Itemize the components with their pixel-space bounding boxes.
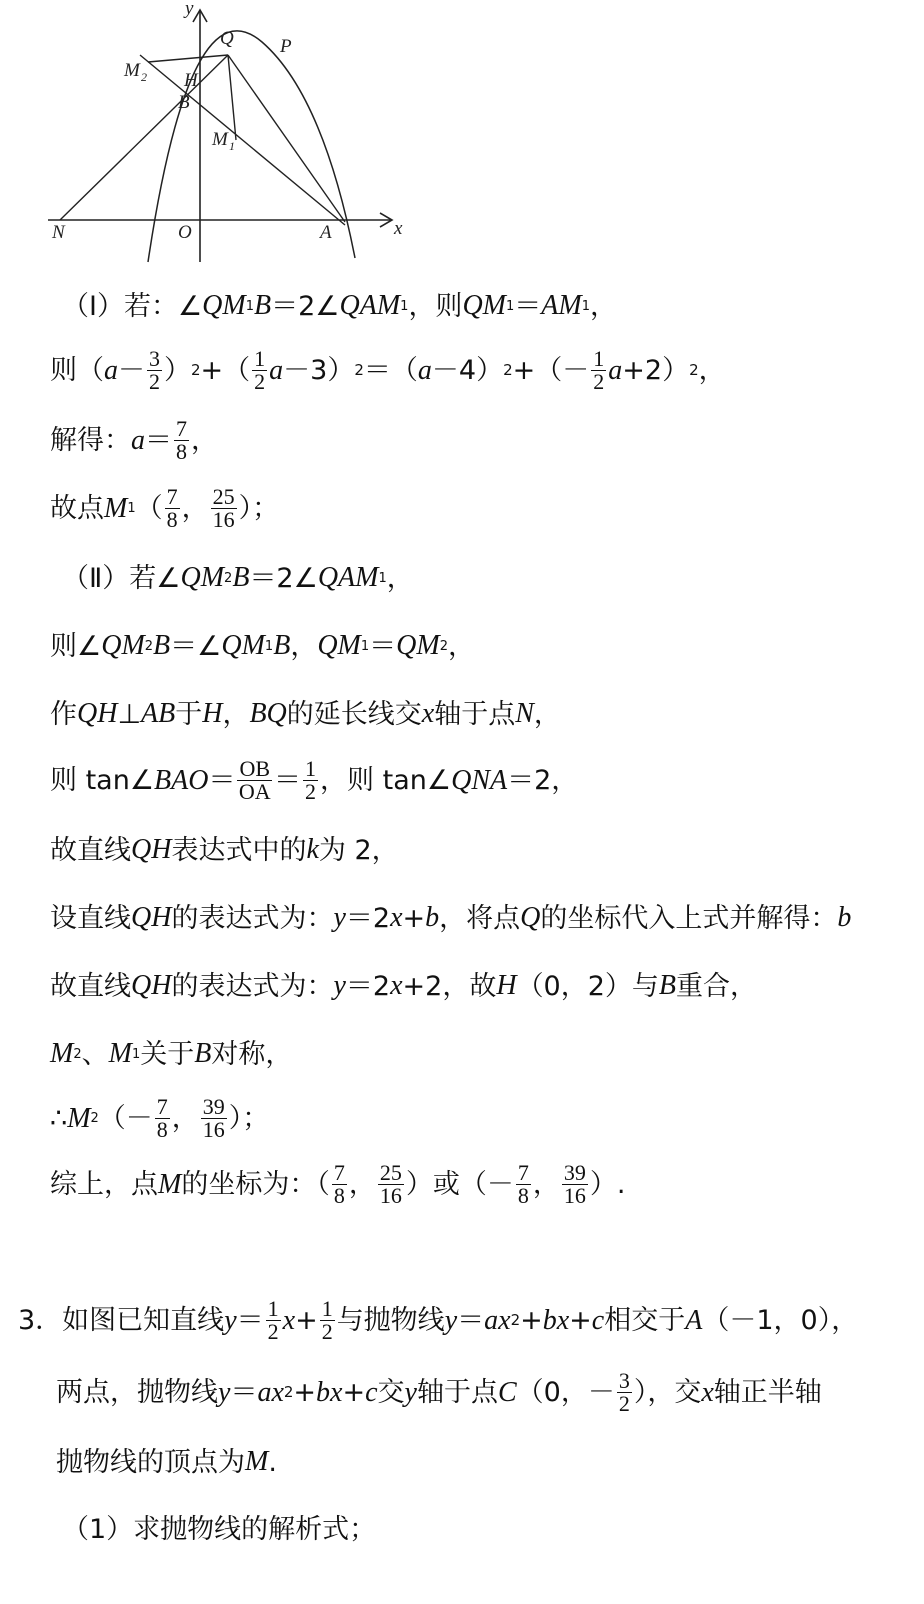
- label-y: y: [185, 0, 194, 19]
- label-O: O: [178, 222, 192, 243]
- geometry-figure: [40, 0, 410, 270]
- line-14: 综上，点 M 的坐标为：（ $\frac{7}{8}$ ， $\frac{25}{16}$ ）或（－ $\frac{7}{8}$ ， $\frac{39}{16}$ ）.: [50, 1160, 626, 1209]
- line-10: 设直线 QH 的表达式为： y ＝2 x + b ，将点 Q 的坐标代入上式并解得： b: [50, 902, 852, 934]
- fraction: $\frac{OB}{OA}$: [238, 756, 271, 805]
- label-M1: M: [212, 129, 228, 150]
- fraction: $\frac{7}{8}$: [166, 484, 178, 533]
- line-9: 故直线 QH 表达式中的 k 为 2，: [50, 834, 399, 866]
- label-Q: Q: [220, 28, 234, 49]
- line-3: 解得： a ＝ $\frac{7}{8}$ ，: [50, 416, 218, 465]
- line-2: 则（ a － $\frac{3}{2}$ ） 2 +（ $\frac{1}{2}$ a －3） 2 ＝（ a －4） 2 +（－ $\frac{1}{2}$ a +2） 2 ，: [50, 346, 726, 395]
- fraction: $\frac{3}{2}$: [149, 346, 160, 395]
- fraction: $\frac{7}{8}$: [176, 416, 187, 465]
- fraction: $\frac{7}{8}$: [517, 1160, 529, 1209]
- fraction: $\frac{39}{16}$: [563, 1160, 586, 1209]
- label-H: H: [184, 70, 198, 91]
- label-P: P: [280, 36, 292, 57]
- line-8: 则 tan∠ BAO ＝ $\frac{OB}{OA}$ ＝ $\frac{1}{2}$ ，则 tan∠ QNA ＝2，: [50, 756, 579, 805]
- label-N: N: [52, 222, 65, 243]
- label-B: B: [178, 92, 190, 113]
- line-16: 两点，抛物线 y ＝ ax 2 + bx + c 交 y 轴于点 C （0，－ $\frac{3}{2}$ ），交 x 轴正半轴: [56, 1368, 822, 1417]
- fraction: $\frac{1}{2}$: [267, 1296, 279, 1345]
- line-7: 作 QH ⊥ AB 于 H ， BQ 的延长线交 x 轴于点 N ，: [50, 698, 561, 730]
- label-M2: M: [124, 60, 140, 81]
- line-13: ∴ M 2 （－ $\frac{7}{8}$ ， $\frac{39}{16}$ ）；: [50, 1094, 270, 1143]
- fraction: $\frac{25}{16}$: [379, 1160, 402, 1209]
- fraction: $\frac{1}{2}$: [321, 1296, 333, 1345]
- fraction: $\frac{7}{8}$: [333, 1160, 345, 1209]
- label-A: A: [320, 222, 332, 243]
- line-4: 故点 M 1 （ $\frac{7}{8}$ ， $\frac{25}{16}$ ）；: [50, 484, 280, 533]
- label-x: x: [394, 218, 403, 239]
- label-M1-sub: 1: [229, 139, 235, 153]
- line-11: 故直线 QH 的表达式为： y ＝2 x +2，故 H （0，2）与 B 重合，: [50, 970, 758, 1002]
- fraction: $\frac{1}{2}$: [305, 756, 317, 805]
- line-15: 3．如图已知直线 y ＝ $\frac{1}{2}$ x + $\frac{1}{2}$ 与抛物线 y ＝ ax 2 + bx + c 相交于 A （－1，0），: [18, 1296, 859, 1345]
- fraction: $\frac{1}{2}$: [254, 346, 266, 395]
- fraction: $\frac{7}{8}$: [156, 1094, 168, 1143]
- line-QM1: [228, 55, 236, 140]
- line-QM2: [148, 55, 228, 62]
- line-18: （1）求抛物线的解析式；: [62, 1514, 377, 1545]
- line-12: M 2 、 M 1 关于 B 对称，: [50, 1038, 293, 1070]
- line-6: 则∠ QM 2 B ＝∠ QM 1 B ， QM 1 ＝ QM 2 ，: [50, 630, 475, 662]
- fraction: $\frac{3}{2}$: [618, 1368, 630, 1417]
- line-17: 抛物线的顶点为 M .: [56, 1446, 277, 1478]
- fraction: $\frac{39}{16}$: [202, 1094, 225, 1143]
- line-QA: [228, 55, 345, 222]
- line-1: （Ⅰ）若：∠ QM 1 B ＝2∠ QAM 1 ，则 QM 1 ＝ AM 1 ，: [62, 290, 617, 322]
- fraction: $\frac{25}{16}$: [212, 484, 235, 533]
- line-5: （Ⅱ）若∠ QM 2 B ＝2∠ QAM 1 ，: [62, 562, 414, 594]
- label-M2-sub: 2: [141, 70, 147, 84]
- fraction: $\frac{1}{2}$: [593, 346, 605, 395]
